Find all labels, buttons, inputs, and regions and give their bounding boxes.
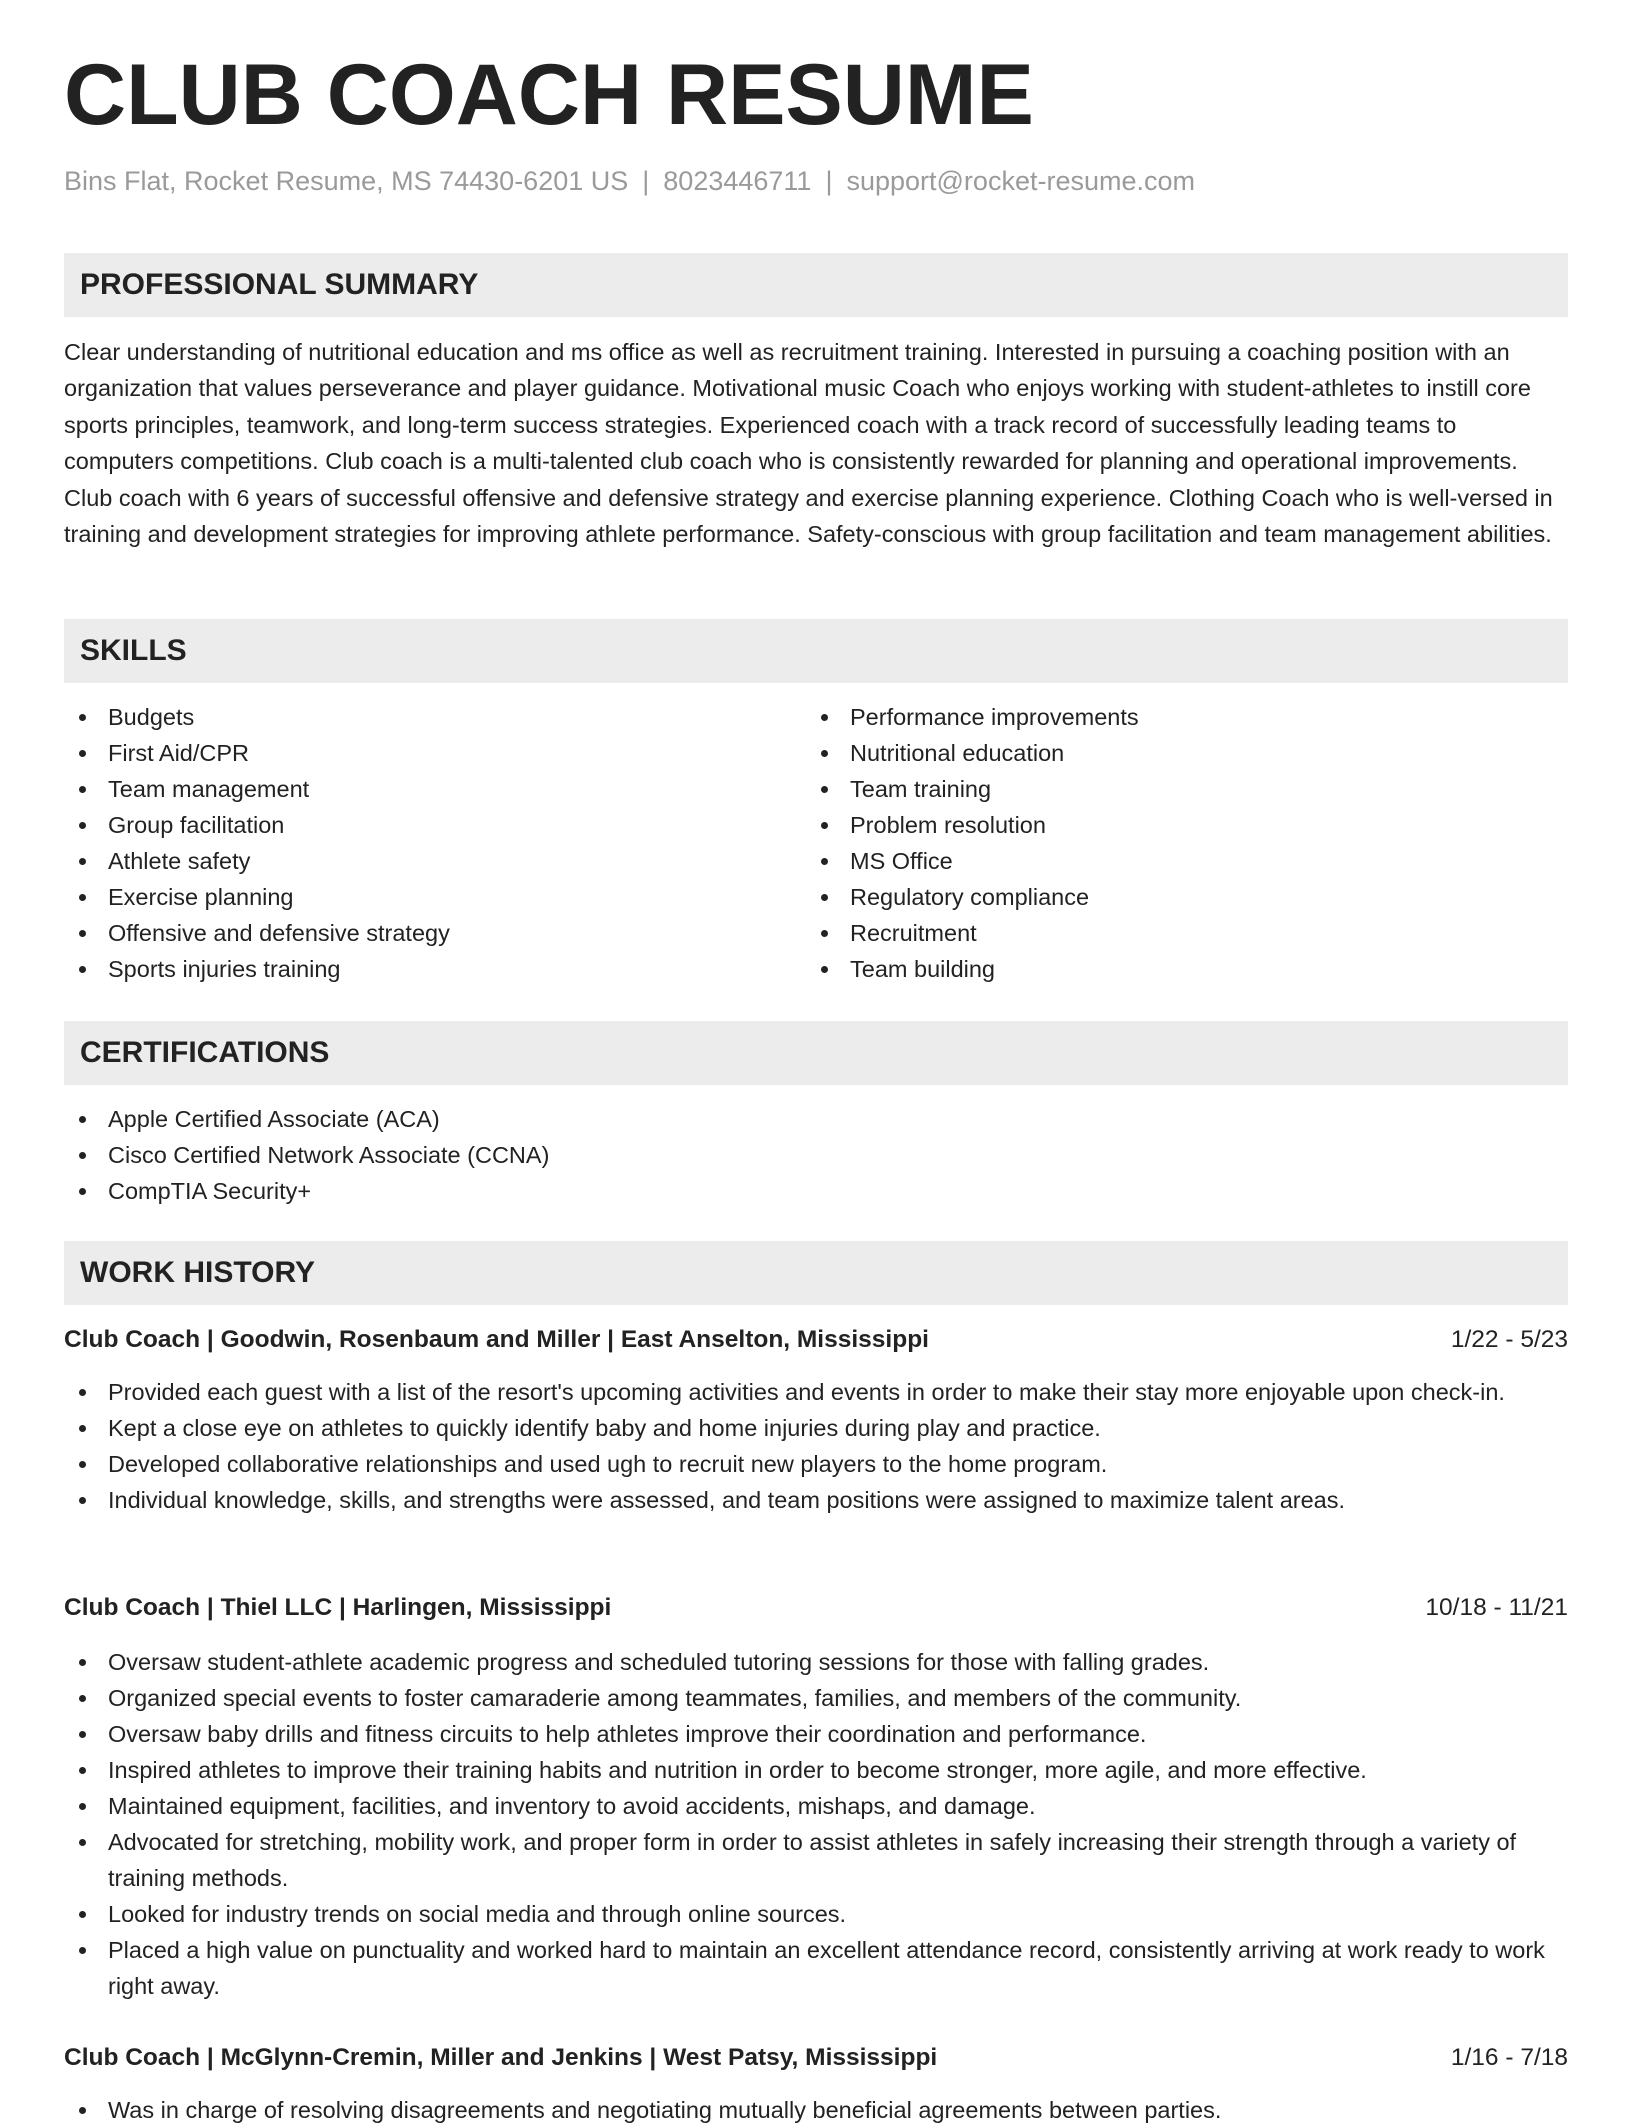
skill-item: Performance improvements (806, 699, 1546, 735)
skill-item: First Aid/CPR (64, 735, 804, 771)
job-bullet: Inspired athletes to improve their training habits and nutrition in order to become stronger, more agile, and more effective. (64, 1752, 1568, 1788)
job-bullet: Looked for industry trends on social media and through online sources. (64, 1896, 1568, 1932)
skill-item: Team training (806, 771, 1546, 807)
certification-item: Cisco Certified Network Associate (CCNA) (64, 1137, 1568, 1173)
contact-line (64, 166, 1195, 197)
job-title-line: Club Coach | Goodwin, Rosenbaum and Miller | East Anselton, Mississippi (64, 1326, 929, 1353)
certification-item: CompTIA Security+ (64, 1173, 1568, 1209)
job-bullet: Was in charge of resolving disagreements and negotiating mutually beneficial agreements between parties. (64, 2092, 1568, 2128)
skill-item: Offensive and defensive strategy (64, 915, 804, 951)
section-header-certifications: CERTIFICATIONS (64, 1021, 1568, 1085)
summary-text: Clear understanding of nutritional education and ms office as well as recruitment training. Interested in pursuing a coaching position with an organization that values perseverance and player guidance. Motivational music Coach who enjoys working with student-athletes to instill core sports principles, teamwork, and long-term success strategies. Experienced coach with a track record of successfully leading teams to computers competitions. Club coach is a multi-talented club coach who is consistently rewarded for planning and operational improvements. Club coach with 6 years of successful offensive and defensive strategy and exercise planning experience. Clothing Coach who is well-versed in training and development strategies for improving athlete performance. Safety-conscious with group facilitation and team management abilities. (64, 339, 1553, 548)
section-header-skills: SKILLS (64, 619, 1568, 683)
skills-list-left (64, 699, 804, 987)
job-bullets (64, 1644, 1568, 2004)
job-bullet: Placed a high value on punctuality and worked hard to maintain an excellent attendance record, consistently arriving at work ready to work right away. (64, 1932, 1568, 2004)
job-dates: 10/18 - 11/21 (1425, 1594, 1568, 1621)
skill-item: Team building (806, 951, 1546, 987)
job-header (64, 1322, 1568, 1358)
job-bullet: Kept a close eye on athletes to quickly identify baby and home injuries during play and practice. (64, 1410, 1568, 1446)
skill-item: Exercise planning (64, 879, 804, 915)
contact-phone: 8023446711 (663, 166, 812, 196)
job-bullet: Oversaw baby drills and fitness circuits to help athletes improve their coordination and performance. (64, 1716, 1568, 1752)
skill-item: Athlete safety (64, 843, 804, 879)
skill-item: Regulatory compliance (806, 879, 1546, 915)
job-bullet: Advocated for stretching, mobility work, and proper form in order to assist athletes in safely increasing their strength through a variety of training methods. (64, 1824, 1568, 1896)
skill-item: Sports injuries training (64, 951, 804, 987)
job-dates: 1/22 - 5/23 (1450, 1326, 1568, 1353)
job-bullet: Provided each guest with a list of the resort's upcoming activities and events in order to make their stay more enjoyable upon check-in. (64, 1374, 1568, 1410)
section-header-summary: PROFESSIONAL SUMMARY (64, 253, 1568, 317)
job-bullets (64, 1374, 1568, 1518)
skill-item: Recruitment (806, 915, 1546, 951)
job-bullet: Oversaw student-athlete academic progress and scheduled tutoring sessions for those with falling grades. (64, 1644, 1568, 1680)
skill-item: Group facilitation (64, 807, 804, 843)
job-title-line: Club Coach | Thiel LLC | Harlingen, Mississippi (64, 1594, 612, 1621)
skill-item: Team management (64, 771, 804, 807)
job-bullet: Individual knowledge, skills, and strengths were assessed, and team positions were assigned to maximize talent areas. (64, 1482, 1568, 1518)
job-title-line: Club Coach | McGlynn-Cremin, Miller and Jenkins | West Patsy, Mississippi (64, 2044, 938, 2071)
job-header (64, 2040, 1568, 2076)
section-header-work-history: WORK HISTORY (64, 1241, 1568, 1305)
skill-item: Nutritional education (806, 735, 1546, 771)
page-title: CLUB COACH RESUME (64, 47, 1034, 143)
job-bullet: Organized special events to foster camaraderie among teammates, families, and members of the community. (64, 1680, 1568, 1716)
job-bullet: Developed collaborative relationships and used ugh to recruit new players to the home program. (64, 1446, 1568, 1482)
job-header (64, 1590, 1568, 1626)
job-bullets (64, 2092, 1568, 2128)
skill-item: MS Office (806, 843, 1546, 879)
certifications-list (64, 1101, 1568, 1209)
job-bullet: Maintained equipment, facilities, and inventory to avoid accidents, mishaps, and damage. (64, 1788, 1568, 1824)
certification-item: Apple Certified Associate (ACA) (64, 1101, 1568, 1137)
contact-email[interactable]: support@rocket-resume.com (846, 166, 1195, 196)
contact-separator: | (642, 166, 650, 196)
contact-address: Bins Flat, Rocket Resume, MS 74430-6201 US (64, 166, 629, 196)
skill-item: Problem resolution (806, 807, 1546, 843)
contact-separator: | (825, 166, 833, 196)
job-dates: 1/16 - 7/18 (1450, 2044, 1568, 2071)
skill-item: Budgets (64, 699, 804, 735)
skills-list-right (806, 699, 1546, 987)
